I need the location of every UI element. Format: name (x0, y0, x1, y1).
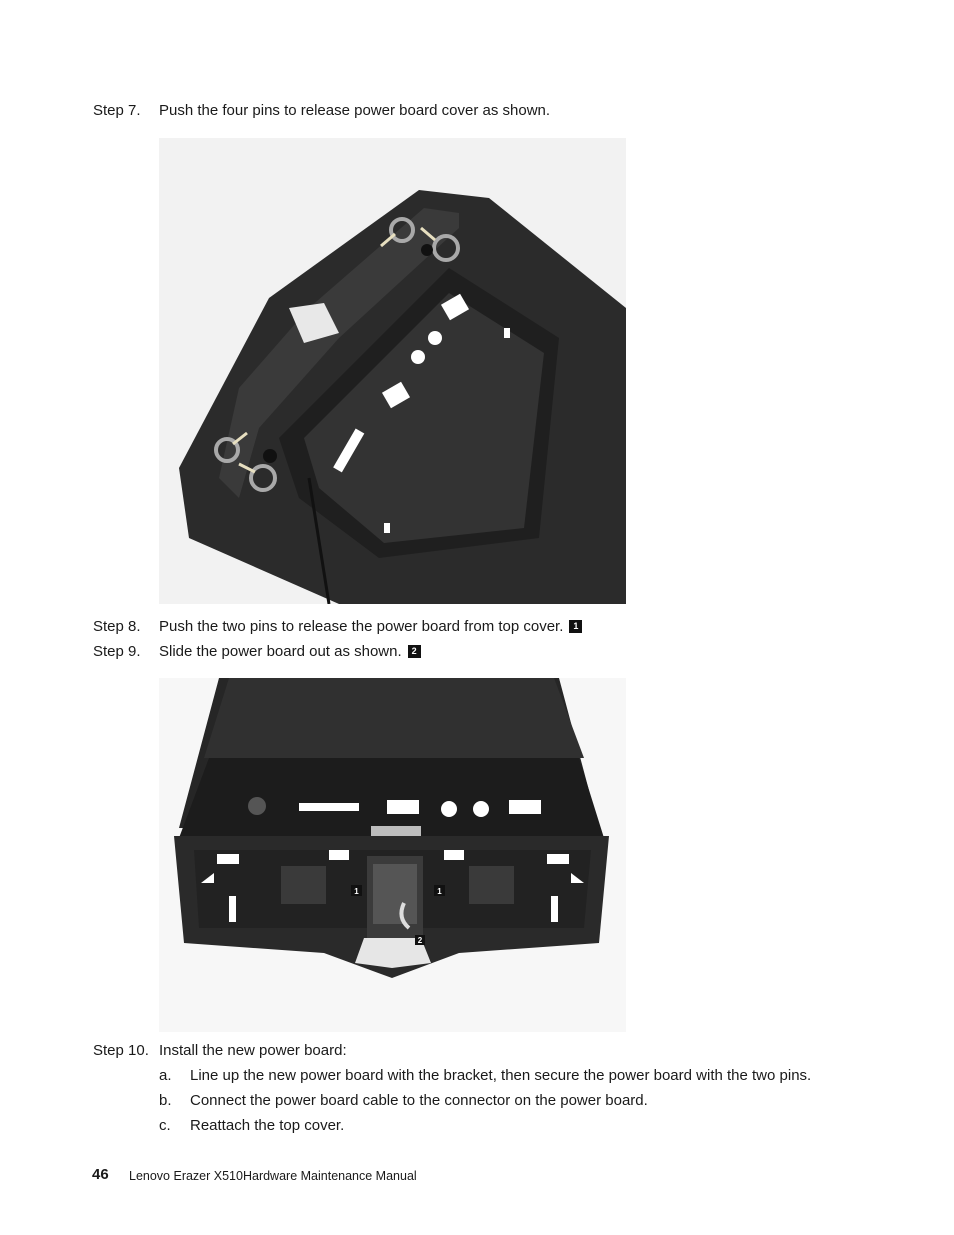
substep-a-label: a. (159, 1067, 172, 1084)
step-9-text (159, 643, 421, 661)
step-8-label: Step 8. (93, 618, 141, 635)
figure-callout-2-text: 2 (417, 936, 423, 945)
substep-b-text: Connect the power board cable to the connector on the power board. (190, 1092, 648, 1109)
page-number: 46 (92, 1166, 109, 1183)
substep-c-label: c. (159, 1117, 171, 1134)
step-7-label: Step 7. (93, 102, 141, 119)
substep-c-text: Reattach the top cover. (190, 1117, 345, 1134)
manual-title: Lenovo Erazer X510Hardware Maintenance Manual (129, 1169, 417, 1183)
figure-callout-1-left-text: 1 (354, 887, 359, 896)
step-10-label: Step 10. (93, 1042, 149, 1059)
step-9-text-content: Slide the power board out as shown. (159, 643, 402, 660)
substep-a-text: Line up the new power board with the bracket, then secure the power board with the two pins. (190, 1067, 812, 1084)
step-7-text: Push the four pins to release power board cover as shown. (159, 102, 551, 119)
step-8-text (159, 618, 582, 636)
step-9-label: Step 9. (93, 643, 141, 660)
callout-2: 2 (408, 645, 421, 658)
power-board-removal-photo (159, 678, 626, 1032)
substep-b-label: b. (159, 1092, 172, 1109)
power-board-cover-photo (159, 138, 626, 604)
step-10-text: Install the new power board: (159, 1042, 347, 1059)
figure-power-board-removal (159, 678, 626, 1032)
step-8-text-content: Push the two pins to release the power board from top cover. (159, 618, 564, 635)
figure-callout-1-right-text: 1 (437, 887, 442, 896)
figure-power-board-cover (159, 138, 626, 604)
callout-1: 1 (569, 620, 582, 633)
